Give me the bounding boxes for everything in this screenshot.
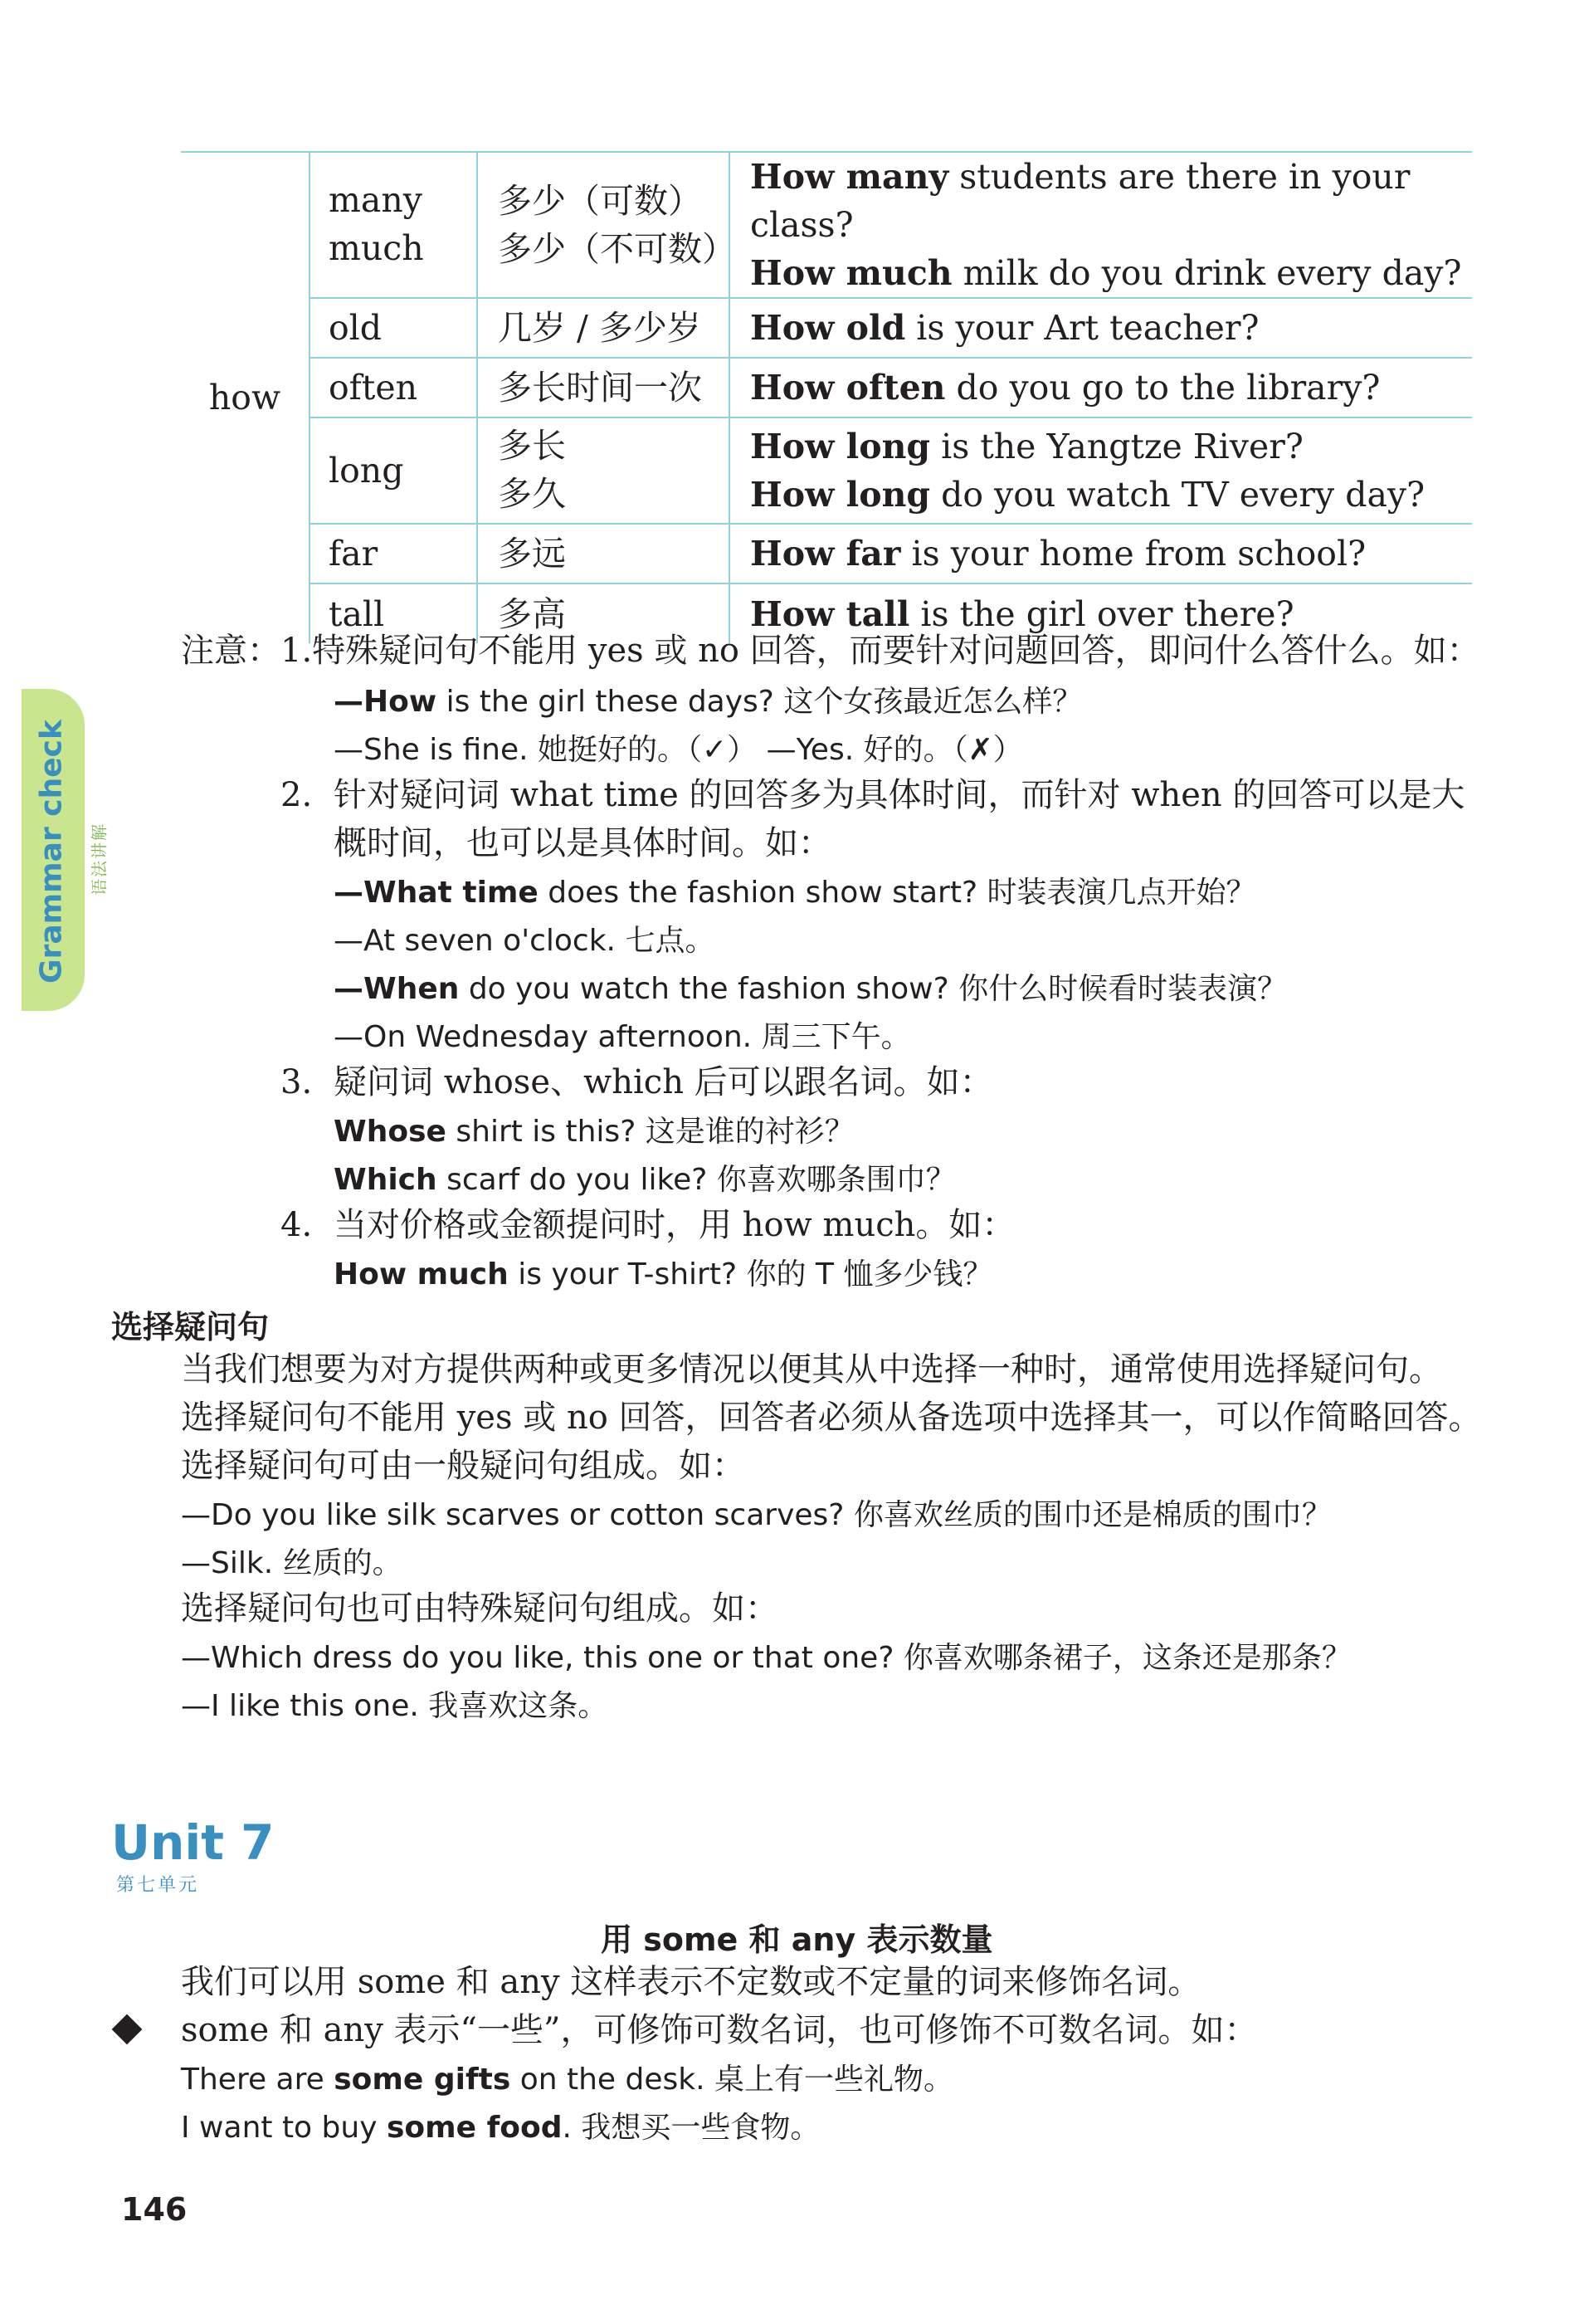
note-4-text: 当对价格或金额提问时，用 how much。如：	[334, 1206, 1016, 1244]
note-text: 特殊疑问句不能用 yes 或 no 回答，而要针对问题回答，即问什么答什么。如：	[312, 632, 1480, 670]
table-example: How long do you watch TV every day?	[750, 475, 1426, 515]
table-example-cell	[729, 152, 1472, 298]
table-meaning-cell	[477, 417, 729, 524]
example-line: —Silk. 丝质的。	[181, 1546, 402, 1580]
paragraph: 当我们想要为对方提供两种或更多情况以便其从中选择一种时，通常使用选择疑问句。	[181, 1350, 1442, 1389]
example-line: —She is fine. 她挺好的。（✓） —Yes. 好的。（✗）	[334, 733, 1023, 767]
side-tab-subtitle: 语法讲解	[89, 823, 110, 896]
page-number: 146	[121, 2191, 188, 2228]
table-meaning: 多少（可数）	[498, 181, 702, 221]
table-example: How often do you go to the library?	[729, 358, 1472, 417]
table-word: many	[329, 180, 422, 220]
example-line: —I like this one. 我喜欢这条。	[181, 1689, 608, 1723]
unit-title: Unit 7	[111, 1814, 275, 1871]
unit-subtitle: 第七单元	[116, 1875, 200, 1896]
table-meaning: 多远	[477, 524, 729, 583]
table-meaning: 多久	[498, 474, 566, 514]
example-line: Which scarf do you like? 你喜欢哪条围巾？	[334, 1163, 956, 1197]
group-word-how: how	[208, 378, 281, 417]
note-3-text: 疑问词 whose、which 后可以跟名词。如：	[334, 1063, 993, 1101]
table-word: far	[309, 524, 477, 583]
note-3-label: 3.	[280, 1063, 313, 1101]
section-heading-some-any: 用 some 和 any 表示数量	[601, 1921, 993, 1958]
table-word: often	[309, 358, 477, 417]
example-line: —At seven o'clock. 七点。	[334, 924, 715, 958]
table-word: old	[309, 298, 477, 358]
example-line: Whose shirt is this? 这是谁的衬衫？	[334, 1115, 855, 1149]
question-word-table	[181, 151, 1472, 643]
table-meaning-cell	[477, 152, 736, 298]
table-meaning: 多长	[498, 426, 566, 466]
table-example: How many students are there in your class?	[750, 157, 1411, 245]
table-word: long	[309, 417, 477, 524]
table-word: tall	[309, 583, 477, 643]
example-line: I want to buy some food. 我想买一些食物。	[181, 2111, 821, 2145]
table-word-cell	[309, 152, 477, 298]
example-line: —When do you watch the fashion show? 你什么时候看时装表演？	[334, 972, 1288, 1006]
table-row	[181, 417, 1472, 524]
note-2-label: 2.	[280, 776, 313, 814]
table-meaning: 多高	[477, 583, 729, 643]
table-row	[181, 152, 1472, 298]
table-example: How much milk do you drink every day?	[750, 253, 1462, 293]
bullet-text: some 和 any 表示“一些”，可修饰可数名词，也可修饰不可数名词。如：	[181, 2011, 1258, 2049]
paragraph: 选择疑问句也可由特殊疑问句组成。如：	[181, 1589, 778, 1628]
example-line: —Do you like silk scarves or cotton scarves? 你喜欢丝质的围巾还是棉质的围巾？	[181, 1498, 1332, 1532]
table-meaning: 多长时间一次	[477, 358, 729, 417]
side-tab-title: Grammar check	[34, 720, 69, 984]
example-line: There are some gifts on the desk. 桌上有一些礼物。	[181, 2063, 953, 2097]
paragraph: 选择疑问句可由一般疑问句组成。如：	[181, 1447, 745, 1485]
example-line: —What time does the fashion show start? 时装表演几点开始？	[334, 876, 1256, 910]
table-word: much	[329, 228, 424, 268]
paragraph: 我们可以用 some 和 any 这样表示不定数或不定量的词来修饰名词。	[181, 1963, 1201, 2001]
table-row	[181, 298, 1472, 358]
example-line: —On Wednesday afternoon. 周三下午。	[334, 1020, 911, 1054]
grammar-check-side-tab	[22, 689, 85, 1011]
table-row	[181, 524, 1472, 583]
table-example: How long is the Yangtze River?	[750, 427, 1304, 466]
note-4-label: 4.	[280, 1206, 313, 1244]
note-1	[181, 631, 1480, 671]
note-label: 注意：1.	[181, 632, 313, 670]
note-2-text: 概时间，也可以是具体时间。如：	[334, 824, 831, 862]
table-example: How tall is the girl over there?	[729, 583, 1472, 643]
table-example: How far is your home from school?	[729, 524, 1472, 583]
example-line: —How is the girl these days? 这个女孩最近怎么样？	[334, 685, 1083, 719]
example-line: How much is your T-shirt? 你的 T 恤多少钱？	[334, 1257, 993, 1291]
table-example-cell	[729, 417, 1472, 524]
bullet-diamond-icon	[112, 2014, 143, 2045]
table-row	[181, 358, 1472, 417]
section-heading-choice-questions: 选择疑问句	[111, 1309, 270, 1345]
table-meaning: 多少（不可数）	[498, 229, 736, 269]
table-example: How old is your Art teacher?	[729, 298, 1472, 358]
example-line: —Which dress do you like, this one or that one? 你喜欢哪条裙子，这条还是那条？	[181, 1641, 1352, 1675]
table-meaning: 几岁 / 多少岁	[477, 298, 729, 358]
note-2-text: 针对疑问词 what time 的回答多为具体时间，而针对 when 的回答可以是大	[334, 776, 1465, 814]
paragraph: 选择疑问句不能用 yes 或 no 回答，回答者必须从备选项中选择其一，可以作简略回答。	[181, 1399, 1482, 1437]
